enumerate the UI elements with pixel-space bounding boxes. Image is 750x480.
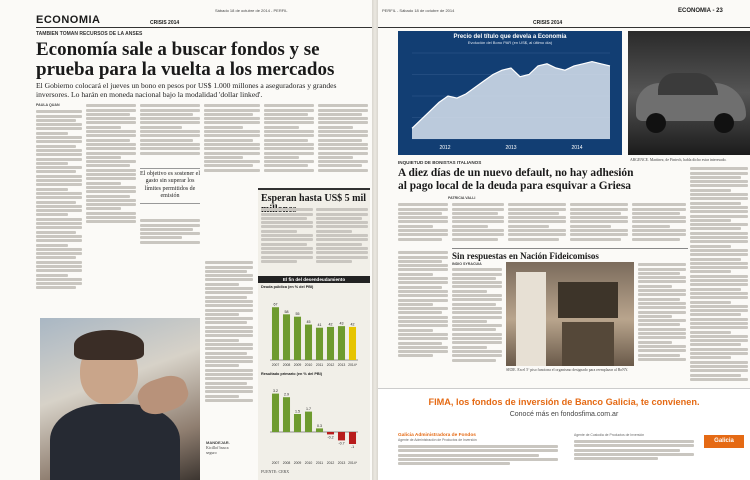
sub-col-3 xyxy=(638,262,686,380)
primary-category-label: 2009 xyxy=(293,461,302,465)
primary-value-label: -0.2 xyxy=(327,435,334,440)
body-column-3 xyxy=(140,103,200,165)
galicia-ad[interactable] xyxy=(378,388,750,480)
primary-category-label: 2010 xyxy=(304,461,313,465)
window-shape xyxy=(558,282,618,318)
debt-category-label: 2009 xyxy=(293,363,302,367)
body-column-1 xyxy=(36,109,82,331)
bond-graph-box xyxy=(398,31,622,155)
primary-value-label: 2.9 xyxy=(284,392,289,397)
debt-category-label: 2014* xyxy=(348,363,357,367)
primary-bar xyxy=(327,432,334,434)
primary-category-label: 2013 xyxy=(337,461,346,465)
primary-bar xyxy=(272,394,279,432)
folio: CRISIS 2014 xyxy=(150,20,180,26)
article-col-4 xyxy=(570,202,628,246)
article-col-1b xyxy=(398,250,448,376)
debt-bar xyxy=(316,328,323,360)
bond-x-label: 2012 xyxy=(439,145,451,151)
primary-chart xyxy=(260,378,368,466)
debt-bar xyxy=(349,327,356,360)
headline-line-1: A diez días de un nuevo default, no hay adhesión xyxy=(398,167,634,179)
primary-category-label: 2012 xyxy=(326,461,335,465)
ad-footer-right xyxy=(574,433,694,473)
byline: PATRICIA VALLI xyxy=(448,196,476,200)
bond-x-label: 2013 xyxy=(505,145,517,151)
car-photo xyxy=(628,31,750,155)
article-col-2 xyxy=(452,202,504,246)
photo-caption-name: MANDEJAR. xyxy=(206,440,230,445)
sidebar-title: Esperan hasta US$ 5 mil xyxy=(261,193,367,204)
debt-bar xyxy=(294,317,301,360)
debt-category-label: 2013 xyxy=(337,363,346,367)
headline xyxy=(36,40,372,80)
primary-bar xyxy=(283,397,290,432)
article-col-3 xyxy=(508,202,566,246)
debt-category-label: 2008 xyxy=(282,363,291,367)
primary-value-label: 3.2 xyxy=(273,389,278,394)
primary-category-label: 2014* xyxy=(348,461,357,465)
debt-category-label: 2012 xyxy=(326,363,335,367)
body-column-6 xyxy=(318,103,368,185)
primary-bar xyxy=(316,428,323,432)
sidebar-col-1 xyxy=(261,207,313,273)
headline xyxy=(398,167,688,193)
ad-headline: FIMA, los fondos de inversión de Banco Galicia, te convienen. xyxy=(428,397,700,407)
deck: El Gobierno colocará el jueves un bono en pesos por US$ 1.000 millones a aseguradoras y grandes inversores. Lo harán en moneda nacional bajo la modalidad 'dollar linked'. xyxy=(36,81,337,99)
ad-footer-left-text: Agente de Administración de Productos de Inversión xyxy=(398,438,477,442)
top-rule xyxy=(378,27,750,28)
primary-value-label: 1.7 xyxy=(306,407,311,412)
right-page xyxy=(378,0,750,480)
body-column-3b xyxy=(140,218,200,250)
jacket-shape xyxy=(50,404,180,480)
ad-footer-right-text: Agente de Custodia de Productos de Inversión xyxy=(574,433,645,437)
photo-caption-text: Kicillof busca seguro xyxy=(206,445,229,455)
sidebar-col-2 xyxy=(316,207,368,273)
byline: PAULA QUAN xyxy=(36,103,60,107)
car-roof xyxy=(658,73,718,95)
section-header: ECONOMIA - 23 xyxy=(678,8,723,14)
debt-bar xyxy=(327,327,334,360)
chart-credit: FUENTE: CERX xyxy=(261,469,290,474)
primary-value-label: -0.7 xyxy=(338,441,345,446)
article-col-1 xyxy=(398,202,448,246)
primary-value-label: 0.3 xyxy=(317,423,322,428)
kicker: INQUIETUD DE BONISTAS ITALIANOS xyxy=(398,160,482,165)
kicillof-photo xyxy=(40,318,200,480)
primary-bar xyxy=(294,414,301,432)
sub-col-1 xyxy=(452,267,502,377)
primary-bar xyxy=(305,412,312,432)
debt-value-label: 67 xyxy=(273,302,278,307)
headline-line-2: al pago local de la deuda para esquivar a Griesa xyxy=(398,180,631,192)
bond-line-chart xyxy=(404,49,616,151)
ad-footer-left-title: Galicia Administradora de Fondos xyxy=(398,433,476,438)
debt-value-label: 42 xyxy=(328,322,333,327)
primary-value-label: 1.5 xyxy=(295,409,300,414)
photo-caption: ARGENCE. Martínez, de Fintech, habla dicho estar interesado. xyxy=(630,158,727,162)
primary-bar xyxy=(349,432,356,444)
hair-shape xyxy=(74,330,144,360)
galicia-logo-text: Galicia xyxy=(714,438,734,444)
primary-value-label: -1 xyxy=(350,445,355,449)
date-line: PERFIL - Sábado 18 de octubre de 2014 xyxy=(382,8,455,13)
debt-bar xyxy=(305,325,312,360)
kicker: TAMBIEN TOMAN RECURSOS DE LA ANSES xyxy=(36,31,143,37)
debt-category-label: 2010 xyxy=(304,363,313,367)
column-shape xyxy=(516,272,546,366)
debt-category-label: 2011 xyxy=(315,363,324,367)
debt-bar xyxy=(283,314,290,360)
ad-footer-left xyxy=(398,433,558,473)
right-body-column xyxy=(690,166,748,422)
galicia-logo[interactable] xyxy=(704,435,744,448)
left-page xyxy=(0,0,372,480)
ad-link[interactable]: Conocé más en fondosfima.com.ar xyxy=(509,411,619,418)
debt-bar xyxy=(338,326,345,360)
building-caption: SEDE. En el 5º piso funciona el organismo designado para reemplazar al BoNY. xyxy=(506,368,629,372)
chart-subtitle-1: Deuda pública (en % del PBI) xyxy=(261,285,314,289)
bond-x-label: 2014 xyxy=(571,145,583,151)
building-photo xyxy=(506,262,634,366)
section-header: ECONOMIA xyxy=(36,14,101,26)
chart-title: El fin del desendeudamiento xyxy=(258,276,370,283)
article-col-5 xyxy=(632,202,686,246)
debt-value-label: 41 xyxy=(317,323,322,328)
top-rule xyxy=(36,27,372,28)
sub-byline: INDIO SYRACUIA xyxy=(452,262,482,266)
sidebar-box xyxy=(258,188,370,480)
debt-bar xyxy=(272,307,279,360)
graph-title: Precio del título que devela a Economía xyxy=(453,34,567,40)
graph-subtitle: Evolución del Bono PAR (en US$, al último día) xyxy=(467,40,553,45)
headline-line-2: prueba para la vuelta a los mercados xyxy=(36,59,335,80)
photo-caption xyxy=(206,440,236,455)
sub-headline: Sin respuestas en Nación Fideicomisos xyxy=(452,248,688,261)
chart-subtitle-2: Resultado primario (en % del PBI) xyxy=(261,372,322,376)
door-shape xyxy=(562,322,614,366)
headline-line-1: Economía sale a buscar fondos y se xyxy=(36,39,320,60)
body-column-2 xyxy=(86,103,136,249)
primary-category-label: 2011 xyxy=(315,461,324,465)
car-wheel-front xyxy=(646,113,666,133)
body-column-7 xyxy=(205,260,253,435)
primary-bar xyxy=(338,432,345,440)
car-wheel-rear xyxy=(714,113,734,133)
date-line: Sábado 18 de octubre de 2014 - PERFIL xyxy=(215,8,288,13)
body-column-5 xyxy=(264,103,314,185)
debt-value-label: 45 xyxy=(306,320,311,325)
debt-value-label: 43 xyxy=(339,321,344,326)
primary-category-label: 2008 xyxy=(282,461,291,465)
debt-category-label: 2007 xyxy=(271,363,280,367)
pullquote: El objetivo es sostener el gasto sin superar los límites permitidos de emisión xyxy=(140,168,200,204)
body-column-4 xyxy=(204,103,260,185)
debt-chart xyxy=(260,291,368,369)
debt-value-label: 55 xyxy=(295,312,300,317)
debt-value-label: 42 xyxy=(350,322,355,327)
primary-category-label: 2007 xyxy=(271,461,280,465)
folio: CRISIS 2014 xyxy=(533,20,563,26)
debt-value-label: 58 xyxy=(284,309,289,314)
